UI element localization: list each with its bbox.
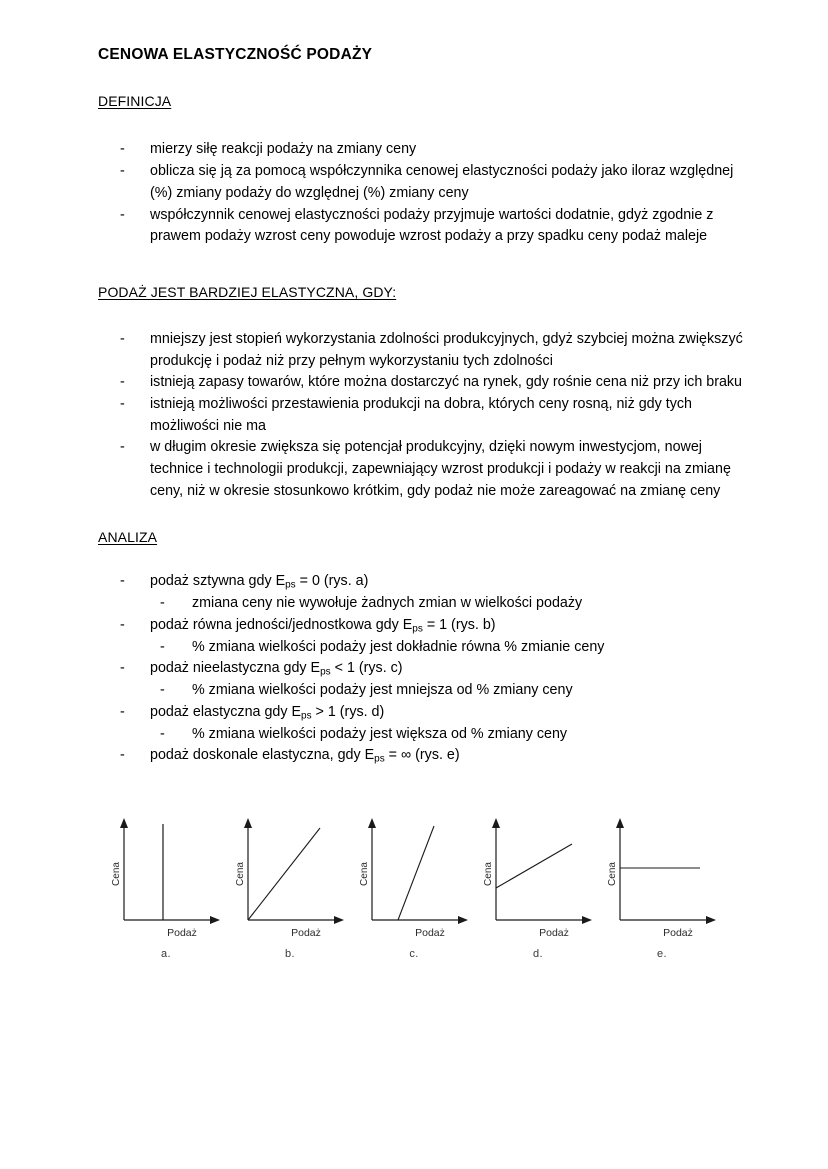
- list-item: [98, 702, 748, 724]
- analiza-bullet-list: [98, 615, 748, 637]
- y-axis-arrow: [120, 818, 128, 828]
- formula-subscript: ps: [412, 623, 423, 635]
- y-axis-label: Cena: [111, 862, 122, 886]
- chart-e-svg: [604, 812, 720, 942]
- chart-d-svg: [480, 812, 596, 942]
- bullet-marker: -: [160, 725, 165, 742]
- chart-caption-e: e.: [657, 948, 667, 960]
- analiza-sub-list: [98, 637, 748, 659]
- bardziej-elastyczna-bullet-list: [98, 329, 748, 503]
- bullet-marker: -: [120, 141, 125, 158]
- supply-curve: [496, 844, 572, 888]
- list-item: [98, 571, 748, 593]
- list-item-text: zmiana ceny nie wywołuje żadnych zmian w wielkości podaży: [192, 595, 583, 612]
- bullet-marker: -: [120, 374, 125, 391]
- chart-b-unit-elastic: [232, 812, 348, 972]
- list-item: [98, 161, 748, 204]
- analiza-bullet-list: [98, 745, 748, 767]
- bullet-marker: -: [120, 395, 125, 412]
- y-axis-arrow: [244, 818, 252, 828]
- supply-elasticity-figures: [108, 812, 728, 972]
- formula-subscript: ps: [301, 710, 312, 722]
- list-item-text: % zmiana wielkości podaży jest większa od % zmiany ceny: [192, 725, 568, 742]
- formula-subscript: ps: [320, 666, 331, 678]
- chart-b-svg: [232, 812, 348, 942]
- y-axis-label: Cena: [359, 862, 370, 886]
- list-item: [98, 394, 748, 437]
- section-heading-definicja: DEFINICJA: [98, 92, 172, 109]
- chart-caption-a: a.: [161, 948, 171, 960]
- list-item-text: [150, 660, 403, 676]
- formula-suffix: > 1 (rys. d): [311, 703, 385, 720]
- chart-caption-d: d.: [533, 948, 543, 960]
- chart-d-elastic: [480, 812, 596, 972]
- section-heading-bardziej-elastyczna: PODAŻ JEST BARDZIEJ ELASTYCZNA, GDY:: [98, 283, 397, 300]
- formula-subscript: ps: [285, 579, 296, 591]
- y-axis-arrow: [492, 818, 500, 828]
- list-item-text: istnieją zapasy towarów, które można dostarczyć na rynek, gdy rośnie cena niż przy ich braku: [150, 374, 743, 391]
- formula-suffix: = 1 (rys. b): [422, 616, 496, 633]
- analiza-bullet-list: [98, 658, 748, 680]
- bullet-marker: -: [120, 660, 125, 677]
- chart-caption-c: c.: [409, 948, 419, 960]
- y-axis-label: Cena: [235, 862, 246, 886]
- formula-suffix: < 1 (rys. c): [330, 660, 403, 677]
- document-body: [98, 46, 748, 767]
- list-item-text: [150, 617, 496, 633]
- list-item: [98, 593, 748, 615]
- bullet-marker: -: [120, 573, 125, 590]
- list-item-text: [150, 704, 384, 720]
- x-axis-label: Podaż: [539, 927, 569, 939]
- list-item-text: oblicza się ją za pomocą współczynnika cenowej elastyczności podaży jako iloraz względnej (%) zmiany podaży do względnej (%) zmiany ceny: [150, 163, 734, 201]
- y-axis-arrow: [368, 818, 376, 828]
- x-axis-label: Podaż: [415, 927, 445, 939]
- list-item: [98, 437, 748, 502]
- list-item-text: mniejszy jest stopień wykorzystania zdolności produkcyjnych, gdyż szybciej można zwiększyć produkcję i podaż niż przy pełnym wykorzystaniu tych zdolności: [150, 330, 743, 369]
- analiza-bullet-list: [98, 571, 748, 593]
- bullet-marker: -: [120, 163, 125, 180]
- section-heading-analiza: ANALIZA: [98, 528, 158, 545]
- formula-prefix: podaż doskonale elastyczna, gdy E: [150, 747, 375, 764]
- list-item: [98, 372, 748, 394]
- definicja-bullet-list: [98, 139, 748, 248]
- list-item-text: istnieją możliwości przestawienia produkcji na dobra, których ceny rosną, niż gdy tych możliwości nie ma: [150, 395, 692, 434]
- list-item: [98, 205, 748, 248]
- list-item-text: współczynnik cenowej elastyczności podaży przyjmuje wartości dodatnie, gdyż zgodnie z prawem podaży wzrost ceny powoduje wzrost podaży a przy spadku ceny podaż maleje: [150, 206, 714, 245]
- x-axis-label: Podaż: [291, 927, 321, 939]
- supply-curve: [248, 828, 320, 920]
- list-item: [98, 680, 748, 702]
- y-axis-arrow: [616, 818, 624, 828]
- bullet-marker: -: [120, 439, 125, 456]
- bullet-marker: -: [160, 638, 165, 655]
- list-item: [98, 658, 748, 680]
- y-axis-label: Cena: [607, 862, 618, 886]
- formula-subscript: ps: [374, 754, 385, 766]
- y-axis-label: Cena: [483, 862, 494, 886]
- analiza-sub-list: [98, 724, 748, 746]
- analiza-bullet-list: [98, 702, 748, 724]
- supply-curve: [398, 826, 434, 920]
- bullet-marker: -: [120, 747, 125, 764]
- bullet-marker: -: [120, 703, 125, 720]
- formula-suffix: = 0 (rys. a): [295, 573, 369, 590]
- chart-a-svg: [108, 812, 224, 942]
- list-item-text: % zmiana wielkości podaży jest mniejsza od % zmiany ceny: [192, 682, 573, 699]
- chart-c-svg: [356, 812, 472, 942]
- list-item: [98, 724, 748, 746]
- x-axis-arrow: [210, 916, 220, 924]
- list-item: [98, 139, 748, 161]
- x-axis-label: Podaż: [167, 927, 197, 939]
- formula-prefix: podaż sztywna gdy E: [150, 573, 286, 590]
- list-item: [98, 615, 748, 637]
- analiza-sub-list: [98, 680, 748, 702]
- bullet-marker: -: [120, 330, 125, 347]
- list-item-text: [150, 573, 368, 589]
- bullet-marker: -: [120, 616, 125, 633]
- list-item-text: mierzy siłę reakcji podaży na zmiany ceny: [150, 141, 417, 158]
- x-axis-arrow: [458, 916, 468, 924]
- chart-c-inelastic: [356, 812, 472, 972]
- bullet-marker: -: [160, 595, 165, 612]
- page-title: CENOWA ELASTYCZNOŚĆ PODAŻY: [98, 46, 373, 63]
- chart-e-perfectly-elastic: [604, 812, 720, 972]
- list-item-text: w długim okresie zwiększa się potencjał produkcyjny, dzięki nowym inwestycjom, nowej technice i technologii produkcji, zapewniający wzrost produkcji i podaży w reakcji na zmianę ceny, niż w okresie stosunkowo krótkim, gdy podaż nie może zareagować na zmianę ceny: [150, 439, 731, 499]
- list-item-text: [150, 747, 460, 766]
- chart-a-perfectly-inelastic: [108, 812, 224, 972]
- formula-prefix: podaż równa jedności/jednostkowa gdy E: [150, 616, 413, 633]
- x-axis-arrow: [582, 916, 592, 924]
- x-axis-arrow: [334, 916, 344, 924]
- list-item: [98, 637, 748, 659]
- x-axis-label: Podaż: [663, 927, 693, 939]
- bullet-marker: -: [160, 682, 165, 699]
- formula-suffix: = ∞ (rys. e): [384, 747, 460, 764]
- formula-prefix: podaż nieelastyczna gdy E: [150, 660, 321, 677]
- list-item: [98, 329, 748, 372]
- formula-prefix: podaż elastyczna gdy E: [150, 703, 302, 720]
- bullet-marker: -: [120, 206, 125, 223]
- list-item-text: % zmiana wielkości podaży jest dokładnie równa % zmianie ceny: [192, 638, 605, 655]
- analiza-sub-list: [98, 593, 748, 615]
- list-item: [98, 745, 748, 767]
- chart-caption-b: b.: [285, 948, 295, 960]
- x-axis-arrow: [706, 916, 716, 924]
